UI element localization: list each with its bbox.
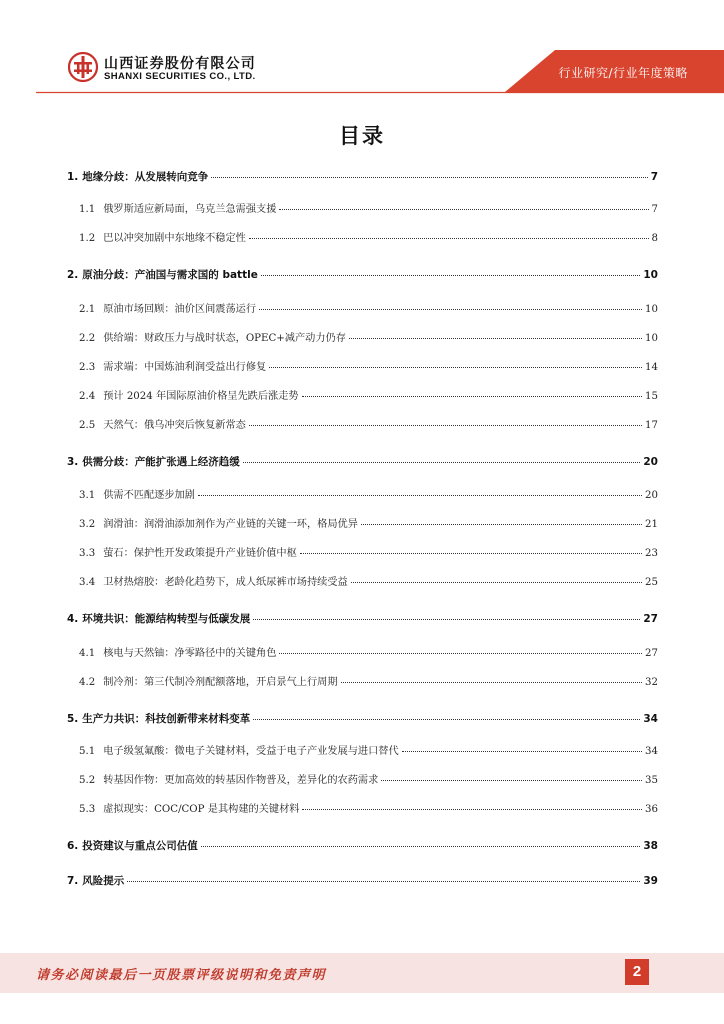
toc-entry-title: 核电与天然铀：净零路径中的关键角色 [103, 648, 277, 659]
toc-dot-leader [127, 881, 640, 882]
toc-entry-page: 25 [645, 577, 658, 588]
toc-entry-number: 1.1 [79, 204, 96, 215]
toc-subsection-entry[interactable] [79, 361, 658, 375]
toc-entry-number: 3.2 [79, 519, 96, 530]
toc-subsection-entry[interactable] [79, 232, 658, 246]
toc-entry-page: 38 [643, 840, 658, 852]
toc-entry-title: 原油市场回顾：油价区间震荡运行 [103, 304, 257, 315]
toc-entry-number: 3.1 [79, 490, 96, 501]
report-type-label: 行业研究/行业年度策略 [558, 66, 688, 80]
toc-entry-number: 1.2 [79, 233, 96, 244]
toc-dot-leader [249, 238, 649, 239]
toc-entry-number: 1. [67, 171, 79, 183]
toc-section-entry[interactable] [67, 170, 658, 184]
toc-entry-page: 27 [643, 613, 658, 625]
toc-dot-leader [259, 309, 642, 310]
toc-entry-title: 润滑油：润滑油添加剂作为产业链的关键一环，格局优异 [103, 519, 358, 530]
toc-entry-title: 虚拟现实：COC/COP 是其构建的关键材料 [103, 804, 300, 815]
toc-subsection-entry[interactable] [79, 647, 658, 661]
toc-entry-page: 10 [643, 269, 658, 281]
toc-subsection-entry[interactable] [79, 676, 658, 690]
toc-entry-page: 23 [645, 548, 658, 559]
toc-entry-page: 7 [650, 171, 658, 183]
toc-entry-page: 27 [645, 648, 658, 659]
toc-entry-title: 环境共识：能源结构转型与低碳发展 [82, 613, 251, 625]
toc-entry-title: 供需分歧：产能扩张遇上经济趋缓 [82, 456, 240, 468]
toc-entry-number: 3.4 [79, 577, 96, 588]
toc-dot-leader [279, 209, 648, 210]
toc-dot-leader [249, 425, 642, 426]
toc-entry-title: 地缘分歧：从发展转向竞争 [82, 171, 209, 183]
toc-entry-title: 转基因作物：更加高效的转基因作物普及，差异化的农药需求 [103, 775, 379, 786]
toc-entry-number: 3. [67, 456, 79, 468]
toc-dot-leader [198, 495, 642, 496]
toc-entry-number: 2. [67, 269, 79, 281]
toc-entry-page: 34 [645, 746, 658, 757]
page-number: 2 [625, 959, 649, 985]
toc-entry-title: 预计 2024 年国际原油价格呈先跌后涨走势 [103, 391, 299, 402]
toc-entry-page: 17 [645, 420, 658, 431]
toc-dot-leader [253, 619, 640, 620]
toc-entry-number: 5.2 [79, 775, 96, 786]
toc-subsection-entry[interactable] [79, 303, 658, 317]
toc-subsection-entry[interactable] [79, 203, 658, 217]
toc-dot-leader [243, 462, 641, 463]
toc-section-entry[interactable] [67, 712, 658, 726]
toc-subsection-entry[interactable] [79, 774, 658, 788]
toc-subsection-entry[interactable] [79, 332, 658, 346]
toc-dot-leader [253, 719, 640, 720]
toc-entry-title: 巴以冲突加剧中东地缘不稳定性 [103, 233, 246, 244]
toc-entry-title: 原油分歧：产油国与需求国的 battle [82, 269, 258, 281]
toc-entry-title: 需求端：中国炼油利润受益出行修复 [103, 362, 267, 373]
toc-entry-number: 5. [67, 713, 79, 725]
toc-dot-leader [269, 367, 642, 368]
toc-section-entry[interactable] [67, 455, 658, 469]
toc-entry-title: 供需不匹配逐步加剧 [103, 490, 195, 501]
toc-entry-page: 32 [645, 677, 658, 688]
toc-entry-number: 2.2 [79, 333, 96, 344]
toc-entry-title: 投资建议与重点公司估值 [82, 840, 198, 852]
toc-entry-page: 34 [643, 713, 658, 725]
toc-section-entry[interactable] [67, 612, 658, 626]
toc-subsection-entry[interactable] [79, 576, 658, 590]
toc-entry-number: 2.1 [79, 304, 96, 315]
toc-entry-number: 4.1 [79, 648, 96, 659]
toc-section-entry[interactable] [67, 268, 658, 282]
toc-entry-page: 10 [645, 304, 658, 315]
toc-entry-page: 8 [651, 233, 658, 244]
toc-subsection-entry[interactable] [79, 547, 658, 561]
page-header [0, 0, 724, 100]
toc-dot-leader [300, 553, 642, 554]
toc-entry-page: 21 [645, 519, 658, 530]
toc-entry-number: 2.5 [79, 420, 96, 431]
toc-section-entry[interactable] [67, 874, 658, 888]
toc-dot-leader [261, 275, 641, 276]
toc-entry-number: 5.3 [79, 804, 96, 815]
toc-entry-number: 2.4 [79, 391, 96, 402]
toc-dot-leader [302, 396, 642, 397]
disclaimer-notice: 请务必阅读最后一页股票评级说明和免责声明 [36, 968, 327, 983]
toc-dot-leader [341, 682, 643, 683]
toc-subsection-entry[interactable] [79, 390, 658, 404]
toc-entry-page: 20 [643, 456, 658, 468]
toc-subsection-entry[interactable] [79, 419, 658, 433]
header-accent-band [0, 0, 724, 100]
toc-subsection-entry[interactable] [79, 745, 658, 759]
toc-subsection-entry[interactable] [79, 803, 658, 817]
toc-subsection-entry[interactable] [79, 489, 658, 503]
toc-entry-title: 制冷剂：第三代制冷剂配额落地，开启景气上行周期 [103, 677, 338, 688]
toc-entry-page: 20 [645, 490, 658, 501]
toc-dot-leader [349, 338, 642, 339]
toc-dot-leader [302, 809, 642, 810]
toc-entry-title: 卫材热熔胶：老龄化趋势下，成人纸尿裤市场持续受益 [103, 577, 348, 588]
toc-dot-leader [279, 653, 642, 654]
toc-dot-leader [381, 780, 642, 781]
toc-entry-page: 7 [651, 204, 658, 215]
toc-entry-page: 35 [645, 775, 658, 786]
toc-entry-number: 7. [67, 875, 79, 887]
company-name-cn: 山西证券股份有限公司 [104, 56, 256, 72]
company-logo-icon [68, 52, 98, 82]
toc-section-entry[interactable] [67, 839, 658, 853]
toc-dot-leader [201, 846, 641, 847]
toc-entry-number: 6. [67, 840, 79, 852]
toc-entry-page: 15 [645, 391, 658, 402]
toc-entry-number: 3.3 [79, 548, 96, 559]
toc-entry-title: 俄罗斯适应新局面，乌克兰急需强支援 [103, 204, 277, 215]
toc-dot-leader [361, 524, 642, 525]
toc-entry-page: 39 [643, 875, 658, 887]
toc-entry-page: 36 [645, 804, 658, 815]
toc-entry-number: 4. [67, 613, 79, 625]
toc-entry-page: 10 [645, 333, 658, 344]
page-title: 目录 [339, 124, 385, 148]
toc-entry-number: 4.2 [79, 677, 96, 688]
toc-subsection-entry[interactable] [79, 518, 658, 532]
toc-entry-title: 萤石：保护性开发政策提升产业链价值中枢 [103, 548, 297, 559]
toc-dot-leader [211, 177, 647, 178]
toc-dot-leader [402, 751, 642, 752]
toc-dot-leader [351, 582, 642, 583]
toc-entry-number: 2.3 [79, 362, 96, 373]
toc-entry-page: 14 [645, 362, 658, 373]
toc-entry-title: 供给端：财政压力与战时状态，OPEC+减产动力仍存 [103, 333, 346, 344]
toc-entry-number: 5.1 [79, 746, 96, 757]
toc-entry-title: 天然气：俄乌冲突后恢复新常态 [103, 420, 246, 431]
toc-entry-title: 生产力共识：科技创新带来材料变革 [82, 713, 251, 725]
toc-entry-title: 风险提示 [82, 875, 125, 887]
toc-entry-title: 电子级氢氟酸：微电子关键材料，受益于电子产业发展与进口替代 [103, 746, 399, 757]
company-name-en: SHANXI SECURITIES CO., LTD. [104, 71, 256, 82]
